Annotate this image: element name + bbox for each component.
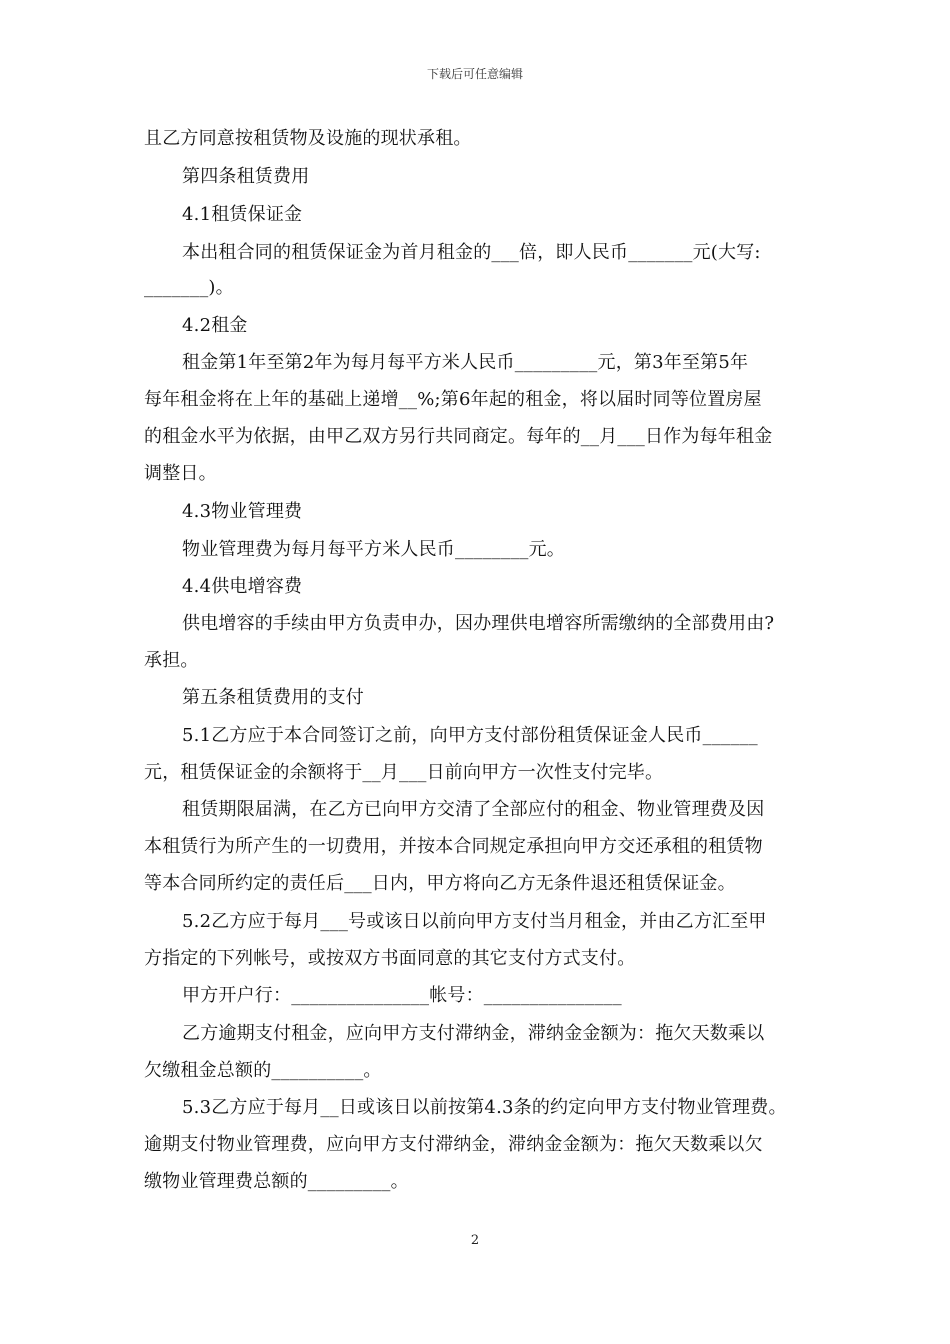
account-info-line: 甲方开户行：_______________帐号：_______________ [182,985,622,1006]
paragraph-line: 5.1乙方应于本合同签订之前，向甲方支付部份租赁保证金人民币______ [182,725,758,746]
page-header: 下载后可任意编辑 [426,67,523,81]
paragraph-line: 租赁期限届满，在乙方已向甲方交清了全部应付的租金、物业管理费及因 [182,799,765,820]
paragraph-line: 本租赁行为所产生的一切费用，并按本合同规定承担向甲方交还承租的租赁物 [144,836,763,857]
paragraph-line: 的租金水平为依据，由甲乙双方另行共同商定。每年的__月___日作为每年租金 [144,426,773,447]
page-number: 2 [470,1233,480,1248]
paragraph-line: 5.2乙方应于每月___号或该日以前向甲方支付当月租金，并由乙方汇至甲 [182,911,767,932]
paragraph-line: 租金第1年至第2年为每月每平方米人民币_________元，第3年至第5年 [182,352,749,373]
paragraph-line: 物业管理费为每月每平方米人民币________元。 [182,539,565,560]
paragraph-line: _______)。 [144,277,234,298]
paragraph-line: 承担。 [144,650,199,671]
section-heading: 第四条租赁费用 [182,166,310,187]
paragraph-line: 乙方逾期支付租金，应向甲方支付滞纳金，滞纳金金额为：拖欠天数乘以 [182,1023,765,1044]
paragraph-line: 缴物业管理费总额的_________。 [144,1171,409,1192]
paragraph-line: 调整日。 [144,463,217,484]
paragraph-line: 元，租赁保证金的余额将于__月___日前向甲方一次性支付完毕。 [144,762,664,783]
paragraph-line: 等本合同所约定的责任后___日内，甲方将向乙方无条件退还租赁保证金。 [144,873,736,894]
paragraph-line: 5.3乙方应于每月__日或该日以前按第4.3条的约定向甲方支付物业管理费。 [182,1097,787,1118]
clause-heading: 4.2租金 [182,315,248,336]
paragraph-line: 方指定的下列帐号，或按双方书面同意的其它支付方式支付。 [144,948,636,969]
clause-heading: 4.4供电增容费 [182,576,303,597]
paragraph-line: 且乙方同意按租赁物及设施的现状承租。 [144,128,472,149]
paragraph-line: 本出租合同的租赁保证金为首月租金的___倍，即人民币_______元(大写: [182,242,761,263]
paragraph-line: 欠缴租金总额的__________。 [144,1060,382,1081]
paragraph-line: 供电增容的手续由甲方负责申办，因办理供电增容所需缴纳的全部费用由? [182,613,775,634]
clause-heading: 4.1租赁保证金 [182,204,303,225]
paragraph-line: 每年租金将在上年的基础上递增__%;第6年起的租金，将以届时同等位置房屋 [144,389,762,410]
clause-heading: 4.3物业管理费 [182,501,303,522]
paragraph-line: 逾期支付物业管理费，应向甲方支付滞纳金，滞纳金金额为：拖欠天数乘以欠 [144,1134,763,1155]
section-heading: 第五条租赁费用的支付 [182,687,364,708]
